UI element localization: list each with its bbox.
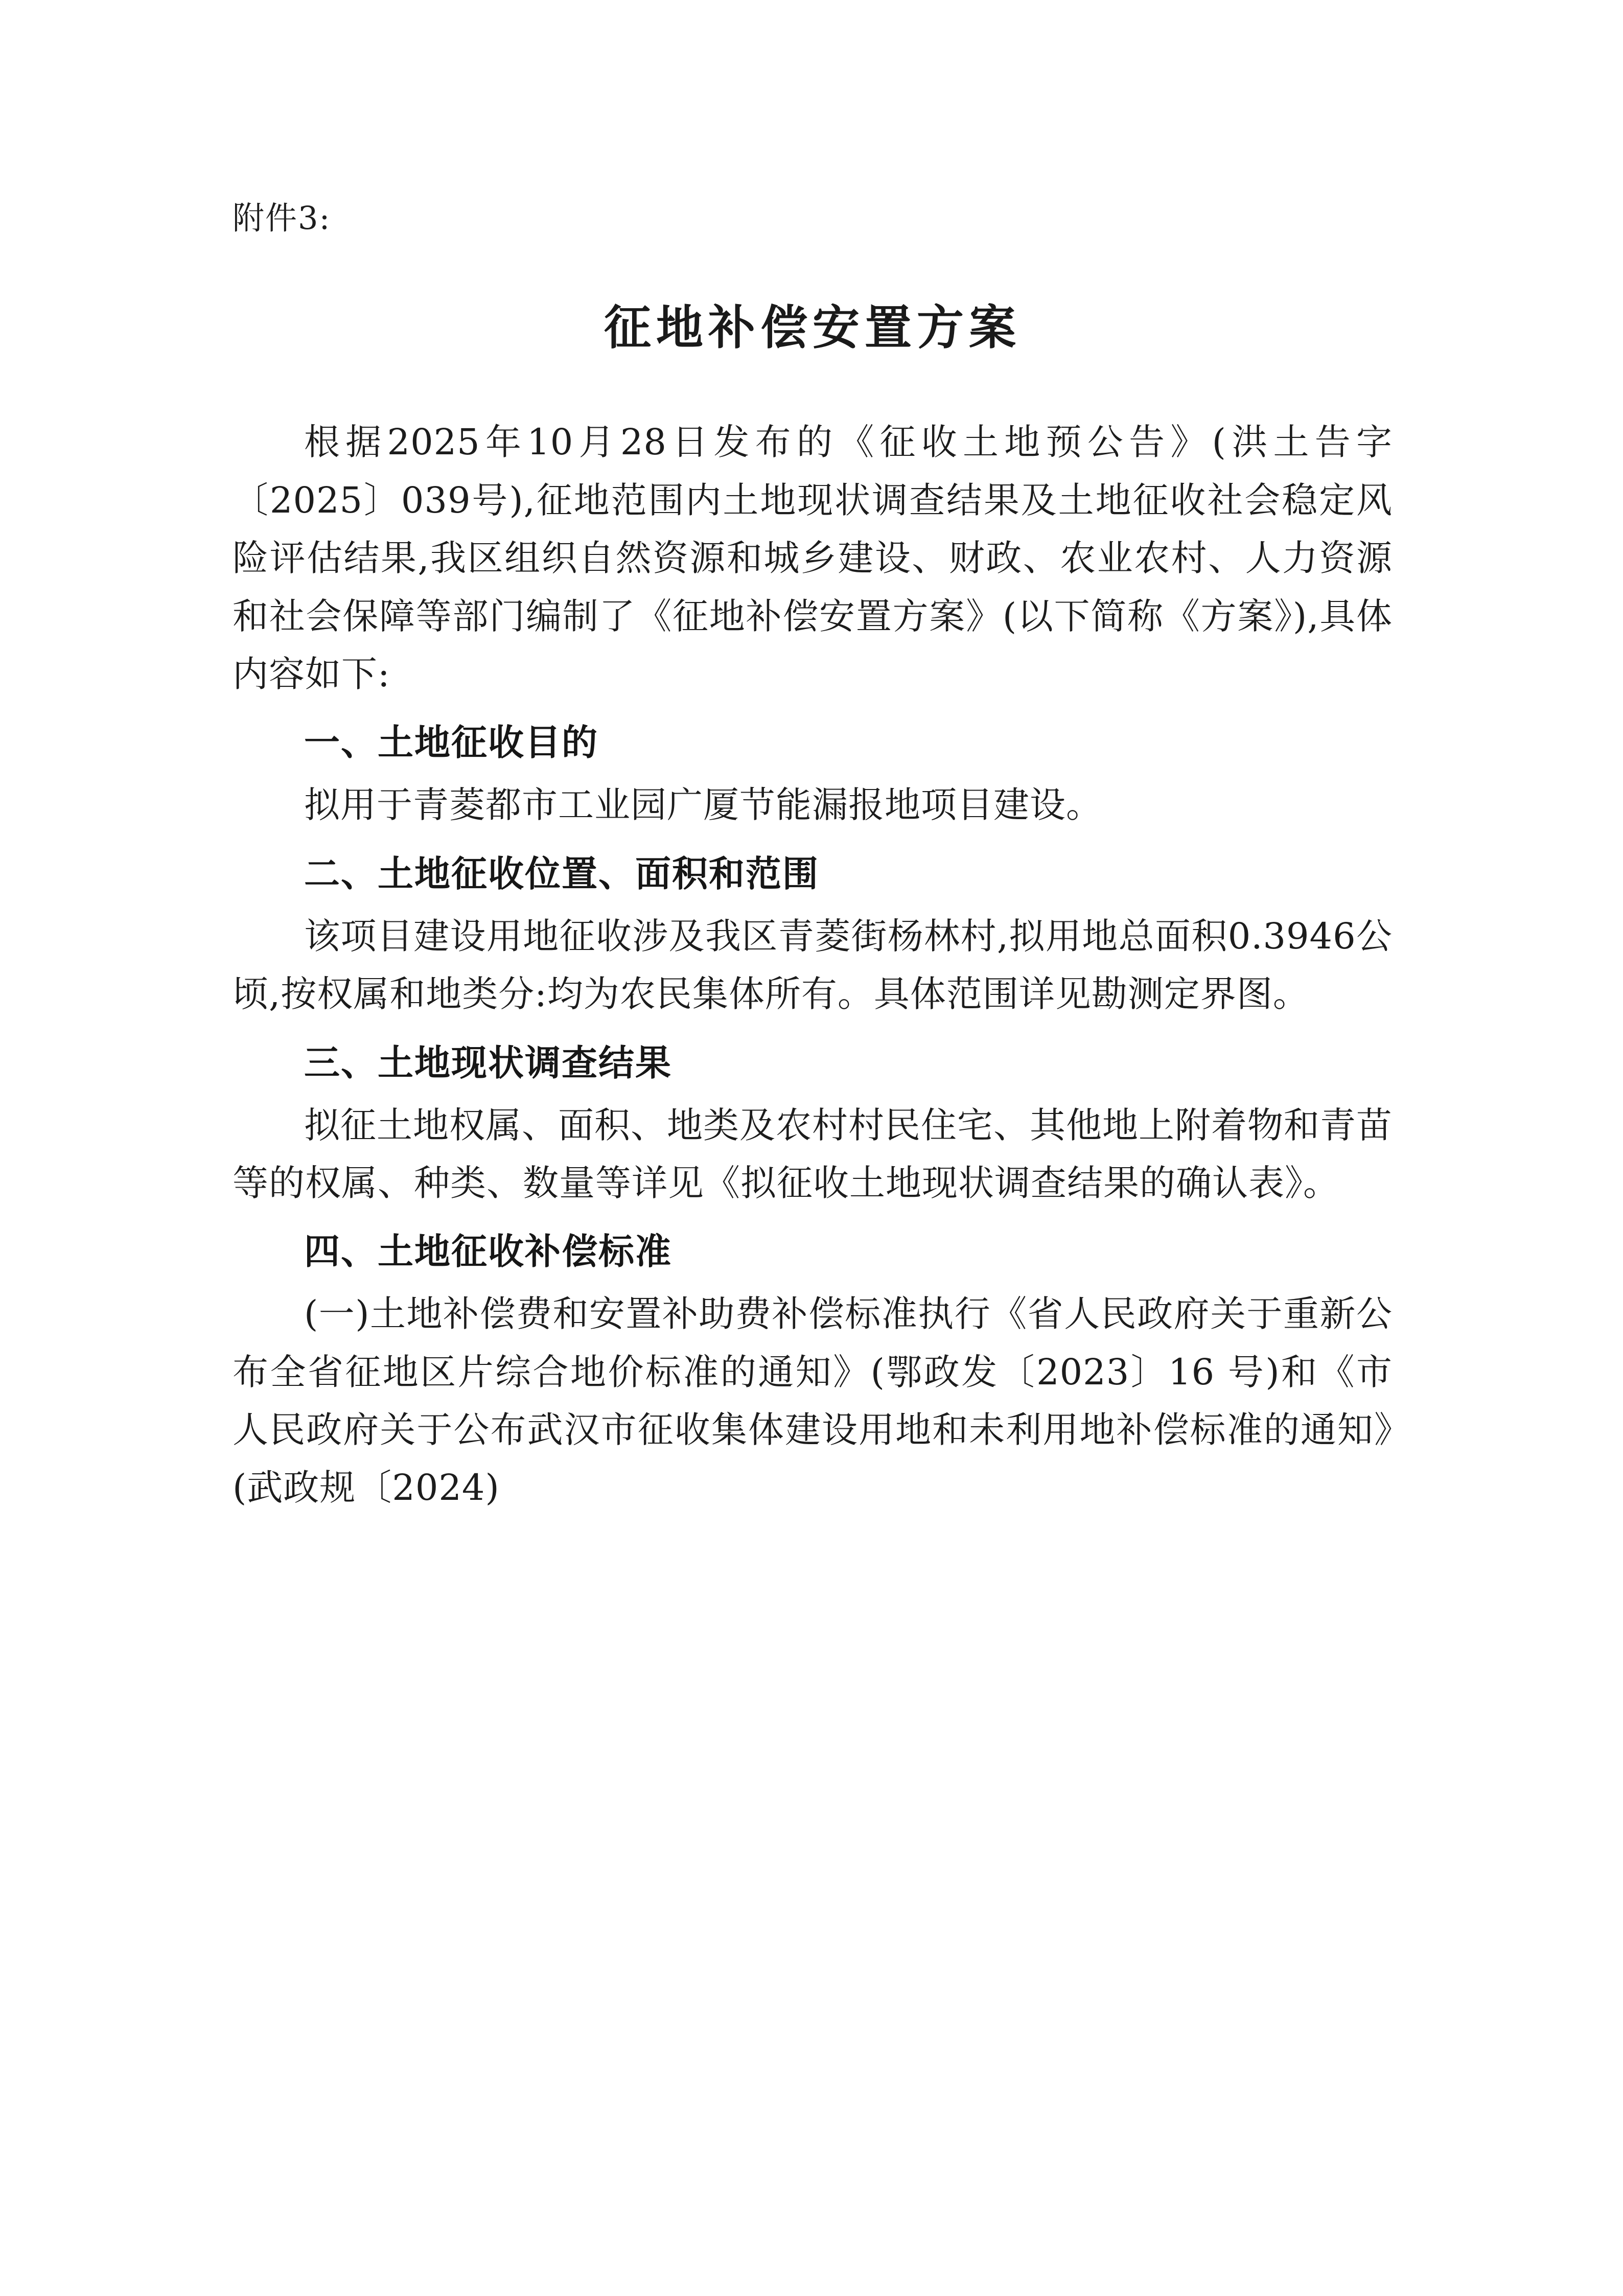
- intro-paragraph: 根据2025年10月28日发布的《征收土地预公告》(洪土告字〔2025〕039号),征地范围内土地现状调查结果及土地征收社会稳定风险评估结果,我区组织自然资源和城乡建设、财政、农业农村、人力资源和社会保障等部门编制了《征地补偿安置方案》(以下简称《方案》),具体内容如下:: [233, 421, 1393, 695]
- section-body-4: (一)土地补偿费和安置补助费补偿标准执行《省人民政府关于重新公布全省征地区片综合地价标准的通知》(鄂政发〔2023〕16 号)和《市人民政府关于公布武汉市征收集体建设用地和未利用地补偿标准的通知》(武政规〔2024): [233, 1293, 1393, 1509]
- section-heading-4: 四、土地征收补偿标准: [304, 1230, 672, 1273]
- section-heading-1: 一、土地征收目的: [304, 721, 598, 764]
- document-body: [233, 413, 1393, 1517]
- page-title: 征地补偿安置方案: [604, 300, 1021, 356]
- section-body-2: 该项目建设用地征收涉及我区青菱街杨林村,拟用地总面积0.3946公顷,按权属和地类分:均为农民集体所有。具体范围详见勘测定界图。: [233, 915, 1393, 1015]
- document-content: [233, 199, 1393, 1523]
- section-heading-2: 二、土地征收位置、面积和范围: [304, 852, 819, 895]
- section-heading-3: 三、土地现状调查结果: [304, 1041, 672, 1084]
- attachment-label: 附件3:: [233, 199, 331, 237]
- section-body-1: 拟用于青菱都市工业园广厦节能漏报地项目建设。: [304, 784, 1102, 826]
- section-body-3: 拟征土地权属、面积、地类及农村村民住宅、其他地上附着物和青苗等的权属、种类、数量等详见《拟征收土地现状调查结果的确认表》。: [233, 1104, 1393, 1204]
